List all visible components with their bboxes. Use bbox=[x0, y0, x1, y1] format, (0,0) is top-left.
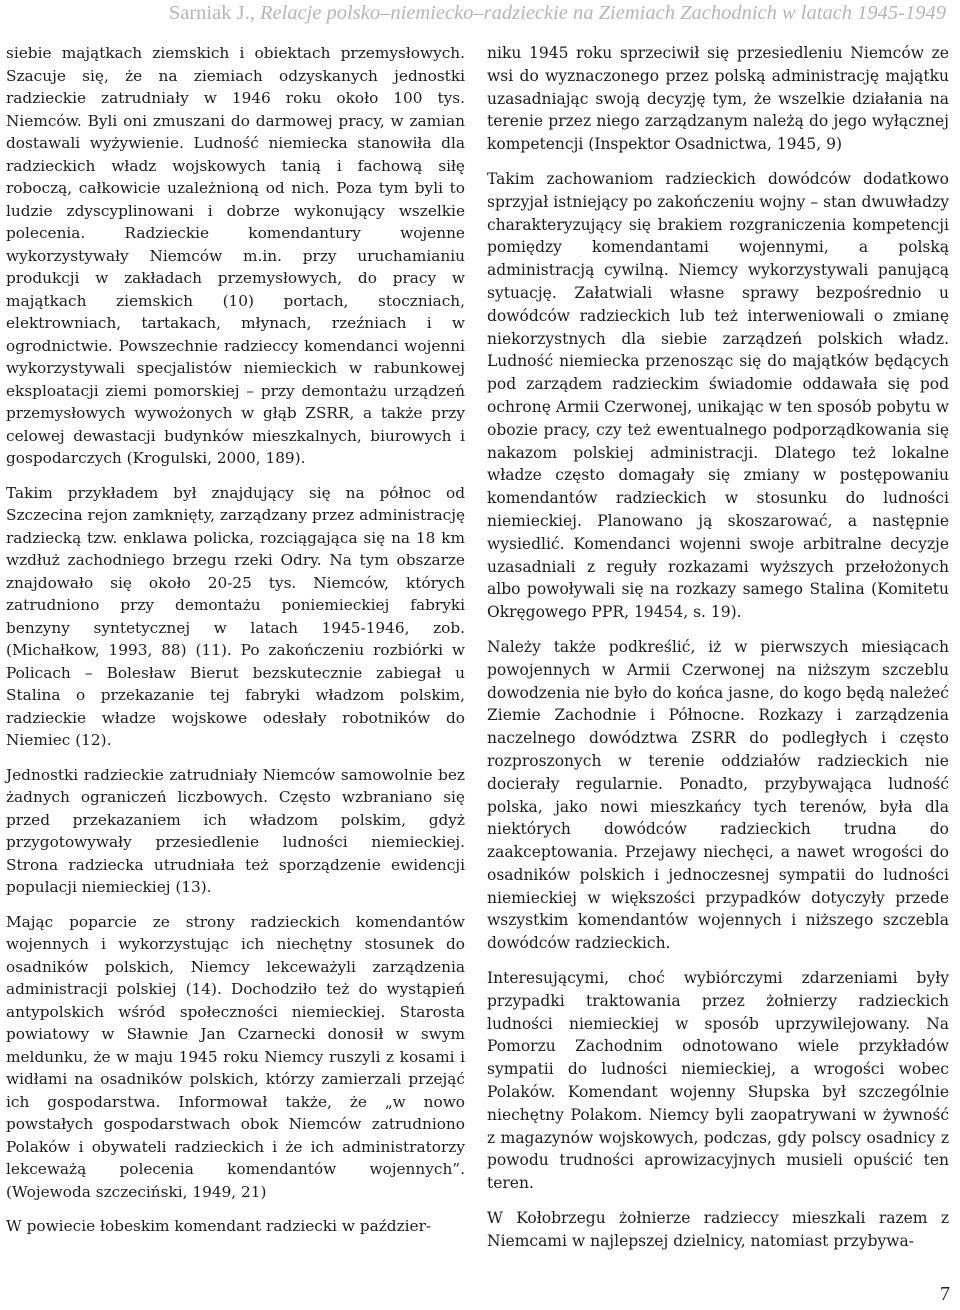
paragraph: Mając poparcie ze strony radzieckich komendantów wojennych i wykorzystując ich niechętny stosunek do osadników polskich, Niemcy lekceważyli zarządzenia administracji polskiej (14). Dochodziło też do wystąpień antypolskich wśród społeczności niemieckiej. Starosta powiatowy w Sławnie Jan Czarnecki donosił w swym meldunku, że w maju 1945 roku Niemcy ruszyli z kosami i widłami na osadników polskich, którzy zamierzali przejąć ich gospodarstwa. Informował także, że „w nowo powstałych gospodarstwach obok Niemców zatrudniono Polaków i obywateli radzieckich i że ich administratorzy lekceważą polecenia komendantów wojennych”. (Wojewoda szczeciński, 1949, 21) bbox=[6, 912, 465, 1201]
left-column bbox=[6, 42, 465, 1250]
paragraph: Jednostki radzieckie zatrudniały Niemców samowolnie bez żadnych ograniczeń liczbowych. Często wzbraniano się przed przekazaniem ich władzom polskim, gdyż przygotowywały przesiedlenie ludności niemieckiej. Strona radziecka utrudniała też sporządzenie ewidencji populacji niemieckiej (13). bbox=[6, 765, 465, 896]
paragraph: Interesującymi, choć wybiórczymi zdarzeniami były przypadki traktowania przez żołnierzy radzieckich ludności niemieckiej w sposób uprzywilejowany. Na Pomorzu Zachodnim odnotowano wiele przykładów sympatii do ludności niemieckiej, a wrogości wobec Polaków. Komendant wojenny Słupska był szczególnie niechętny Polakom. Niemcy byli zaopatrywani w żywność z magazynów wojskowych, podczas, gdy polscy osadnicy z powodu trudności aprowizacyjnych musieli opuścić ten teren. bbox=[487, 969, 949, 1193]
paragraph: siebie majątkach ziemskich i obiektach przemysłowych. Szacuje się, że na ziemiach odzyskanych jednostki radzieckie zatrudniały w 1946 roku około 100 tys. Niemców. Byli oni zmuszani do darmowej pracy, w zamian dostawali wyżywienie. Ludność niemiecka stanowiła dla radzieckich władz wojskowych tanią i fachową siłę roboczą, całkowicie uzależnioną od nich. Poza tym byli to ludzie zdyscyplinowani i dobrze wykonujący wszelkie polecenia. Radzieckie komendantury wojenne wykorzystywały Niemców m.in. przy uruchamianiu produkcji w zakładach przemysłowych, do pracy w majątkach ziemskich (10) portach, stoczniach, elektrowniach, tartakach, młynach, rzeźniach i w ogrodnictwie. Powszechnie radzieccy komendanci wojenni wykorzystywali specjalistów niemieckich w rabunkowej eksploatacji ziemi pomorskiej – przy demontażu urządzeń przemysłowych wywożonych w głąb ZSRR, a także przy celowej dewastacji budynków mieszkalnych, biurowych i gospodarczych (Krogulski, 2000, 189). bbox=[6, 44, 465, 467]
header-title: Relacje polsko–niemiecko–radzieckie na Ziemiach Zachodnich w latach 1945-1949 bbox=[259, 2, 946, 24]
right-column bbox=[487, 42, 949, 1265]
paragraph: Takim przykładem był znajdujący się na północ od Szczecina rejon zamknięty, zarządzany przez administrację radziecką tzw. enklawa policka, rozciągająca się na 18 km wzdłuż zachodniego brzegu rzeki Odry. Na tym obszarze znajdowało się około 20-25 tys. Niemców, których zatrudniono przy demontażu poniemieckiej fabryki benzyny syntetycznej w latach 1945-1946, zob.(Michałkow, 1993, 88) (11). Po zakończeniu rozbiórki w Policach – Bolesław Bierut bezskutecznie zabiegał u Stalina o przekazanie tej fabryki władzom polskim, radzieckie władze wojskowe odesłały robotników do Niemiec (12). bbox=[6, 483, 465, 749]
page-number: 7 bbox=[940, 1283, 950, 1305]
paragraph: niku 1945 roku sprzeciwił się przesiedleniu Niemców ze wsi do wyznaczonego przez polską administrację majątku uzasadniając swoją decyzję tym, że wszelkie działania na terenie przez niego zarządzanym należą do jego wyłącznej kompetencji (Inspektor Osadnictwa, 1945, 9) bbox=[487, 44, 949, 154]
paragraph: Należy także podkreślić, iż w pierwszych miesiącach powojennych w Armii Czerwonej na niższym szczeblu dowodzenia nie było do końca jasne, do kogo będą należeć Ziemie Zachodnie i Północne. Rozkazy i zarządzenia naczelnego dowództwa ZSRR do podległych i często rozproszonych w terenie oddziałów radzieckich nie docierały regularnie. Ponadto, przybywająca ludność polska, jako nowi mieszkańcy tych terenów, była dla niektórych dowódców radzieckich trudna do zaakceptowania. Przejawy niechęci, a nawet wrogości do osadników polskich i jednoczesnej sympatii do ludności niemieckiej w większości przypadków dotyczyły przede wszystkim komendantów wojennych i niższego szczebla dowódców radzieckich. bbox=[487, 637, 949, 953]
paragraph: W powiecie łobeskim komendant radziecki w paździer- bbox=[6, 1217, 432, 1235]
header-author: Sarniak J., bbox=[168, 2, 260, 24]
paragraph: W Kołobrzegu żołnierze radzieccy mieszkali razem z Niemcami w najlepszej dzielnicy, natomiast przybywa- bbox=[487, 1209, 949, 1250]
paragraph: Takim zachowaniom radzieckich dowódców dodatkowo sprzyjał istniejący po zakończeniu wojny – stan dwuwładzy charakteryzujący się brakiem rozgraniczenia kompetencji pomiędzy komendantami wojennymi, a polską administracją cywilną. Niemcy wykorzystywali panującą sytuację. Załatwiali własne sprawy bezpośrednio u dowódców radzieckich lub też interweniowali o zmianę niekorzystnych dla siebie zarządzeń polskich władz. Ludność niemiecka przenosząc się do majątków będących pod zarządem radzieckim świadomie oddawała się pod ochronę Armii Czerwonej, unikając w ten sposób pobytu w obozie pracy, czy też ewentualnego podporządkowania się nakazom polskiej administracji. Dlatego też lokalne władze często domagały się zmiany w postępowaniu komendantów radzieckich w stosunku do ludności niemieckiej. Planowano ją skoszarować, a następnie wysiedlić. Komendanci wojenni swoje arbitralne decyzje uzasadniali z reguły rozkazami wyższych przełożonych albo powoływali się na rozkazy samego Stalina (Komitetu Okręgowego PPR, 19454, s. 19). bbox=[487, 169, 949, 622]
running-header bbox=[62, 2, 946, 25]
